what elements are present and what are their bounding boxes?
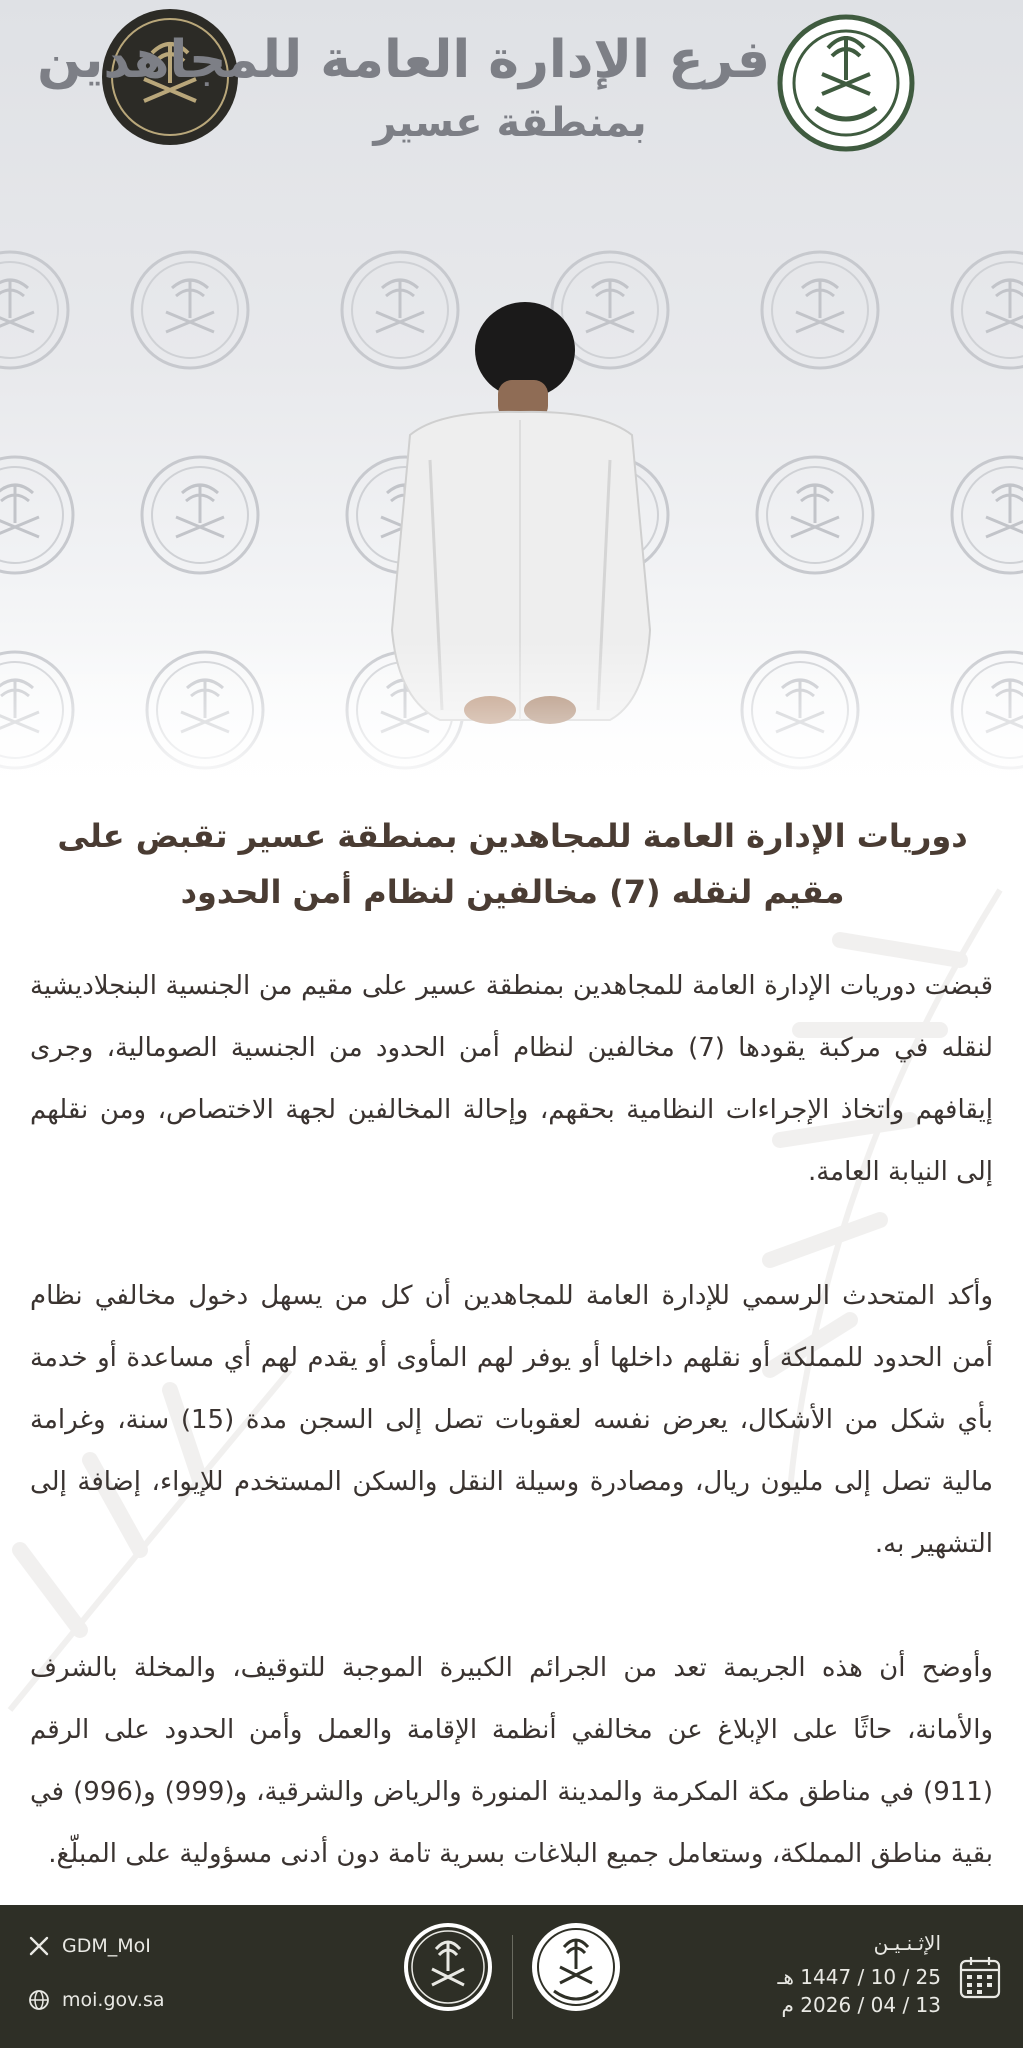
publish-date [778,1929,941,2019]
headline-line-2: مقيم لنقله (7) مخالفين لنظام أمن الحدود [180,873,845,911]
logo-divider [512,1935,513,2019]
directorate-footer-logo [400,1919,496,2015]
calendar-icon [959,1955,1001,1999]
headline-line-1: دوريات الإدارة العامة للمجاهدين بمنطقة عسير تقبض على [57,817,968,855]
news-body [30,955,993,1885]
banner-subtitle: بمنطقة عسير [373,100,647,146]
news-photo [0,0,1023,800]
gregorian-date: 13 / 04 / 2026 م [781,1993,941,2017]
website-url: moi.gov.sa [62,1989,165,2011]
ministry-footer-logo [528,1919,624,2015]
banner-title: فرع الإدارة العامة للمجاهدين [37,30,770,90]
paragraph-penalties: وأكد المتحدث الرسمي للإدارة العامة للمجاهدين أن كل من يسهل دخول مخالفي نظام أمن الحدود للمملكة أو نقلهم داخلها أو يوفر لهم المأوى أو يقدم لهم أي مساعدة أو خدمة بأي شكل من الأشكال، يعرض نفسه لعقوبات تصل إلى السجن مدة (15) سنة، وغرامة مالية تصل إلى مليون ريال، ومصادرة وسيلة النقل والسكن المستخدم للإيواء، إضافة إلى التشهير به. [30,1281,993,1559]
ministry-logo [776,8,916,158]
paragraph-arrest: قبضت دوريات الإدارة العامة للمجاهدين بمنطقة عسير على مقيم من الجنسية البنجلاديشية لنقله في مركبة يقودها (7) مخالفين لنظام أمن الحدود من الجنسية الصومالية، وجرى إيقافهم واتخاذ الإجراءات النظامية بحقهم، وإحالة المخالفين لجهة الاختصاص، ومن نقلهم إلى النيابة العامة. [30,971,993,1187]
website-link[interactable] [28,1989,165,2011]
news-headline [25,808,1000,920]
paragraph-reporting: وأوضح أن هذه الجريمة تعد من الجرائم الكبيرة الموجبة للتوقيف، والمخلة بالشرف والأمانة، حاثًا على الإبلاغ عن مخالفي أنظمة الإقامة والعمل وأمن الحدود على الرقم (911) في مناطق مكة المكرمة والمدينة المنورة والرياض والشرقية، و(999) و(996) في بقية مناطق المملكة، وستعامل جميع البلاغات بسرية تامة دون أدنى مسؤولية على المبلّغ. [30,1653,993,1869]
social-handle: GDM_MoI [62,1935,151,1957]
x-logo-icon [28,1935,50,1957]
footer-bar [0,1905,1023,2048]
globe-icon [28,1989,50,2011]
weekday: الإثـنـيـن [873,1931,941,1955]
hijri-date: 25 / 10 / 1447 هـ [777,1965,941,1989]
social-handle-link[interactable] [28,1935,151,1957]
